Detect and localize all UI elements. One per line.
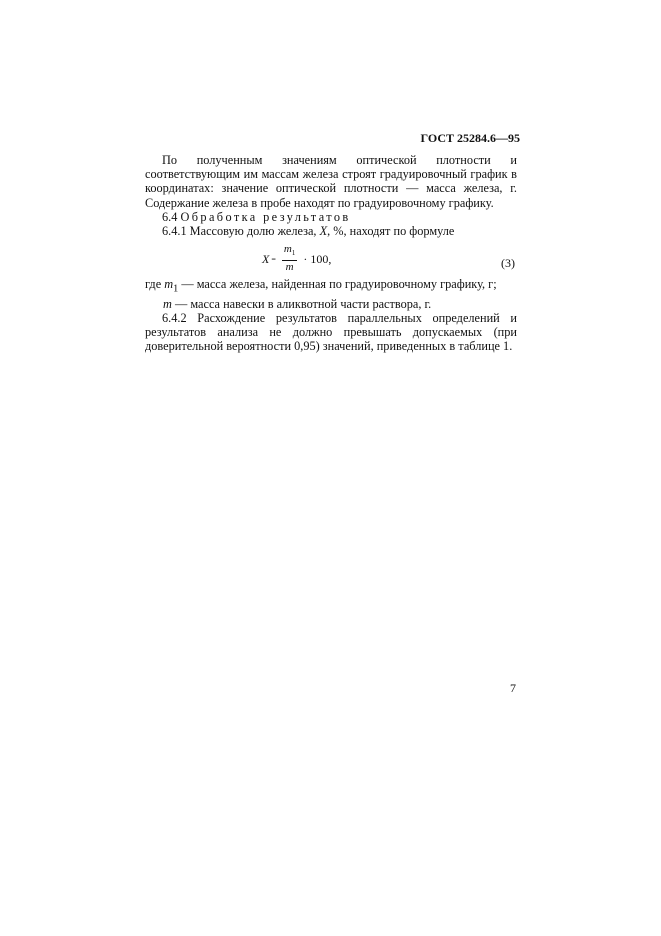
formula-factor: 100 [310,251,329,266]
clause-number: 6.4.1 [162,224,187,239]
clause-6-4-1 [145,224,517,238]
document-header: ГОСТ 25284.6—95 [420,131,520,145]
clause-text-after: , %, находят по формуле [327,224,455,239]
formula-block [145,239,517,277]
numerator-variable: m [283,243,292,256]
formula-equals: = [271,254,276,264]
equation-number: (3) [501,256,515,271]
section-number: 6.4 [162,209,178,224]
formula-denominator: m [285,261,294,274]
document-body [145,153,517,354]
formula-trailing-comma: , [328,251,332,266]
definition-where: где [145,277,162,292]
clause-text-before: Массовую долю железа, [189,224,317,239]
formula [262,243,331,274]
formula-lhs: X [262,251,270,266]
clause-text: Расхождение результатов параллельных определений и результатов анализа не должно превышать допускаемых (при доверительной вероятности 0,95) значений, приведенных в таблице 1. [145,311,517,354]
clause-number: 6.4.2 [162,311,187,326]
definition-m1-subscript: 1 [173,283,179,295]
definition-m [145,297,517,311]
section-title: Обработка результатов [180,209,351,224]
definition-m-text: — масса навески в аликвотной части раствора, г. [171,296,432,311]
definition-m1-text: — масса железа, найденная по градуировочному графику, г; [178,277,497,292]
formula-numerator [282,243,297,261]
definition-m1-variable: m [164,277,174,292]
numerator-subscript: 1 [291,249,296,258]
definition-m-variable: m [163,296,172,311]
clause-6-4-2 [145,311,517,354]
section-heading [145,210,517,224]
formula-fraction [282,243,297,274]
formula-multiply: · [303,251,308,266]
page-number: 7 [510,681,516,695]
intro-paragraph: По полученным значениям оптической плотности и соответствующим им массам железа строят градуировочный график в координатах: значение оптической плотности — масса железа, г. Содержание железа в пробе находят по градуировочному графику. [145,153,517,210]
definition-m1 [145,277,517,297]
clause-variable-x: X [319,224,328,239]
